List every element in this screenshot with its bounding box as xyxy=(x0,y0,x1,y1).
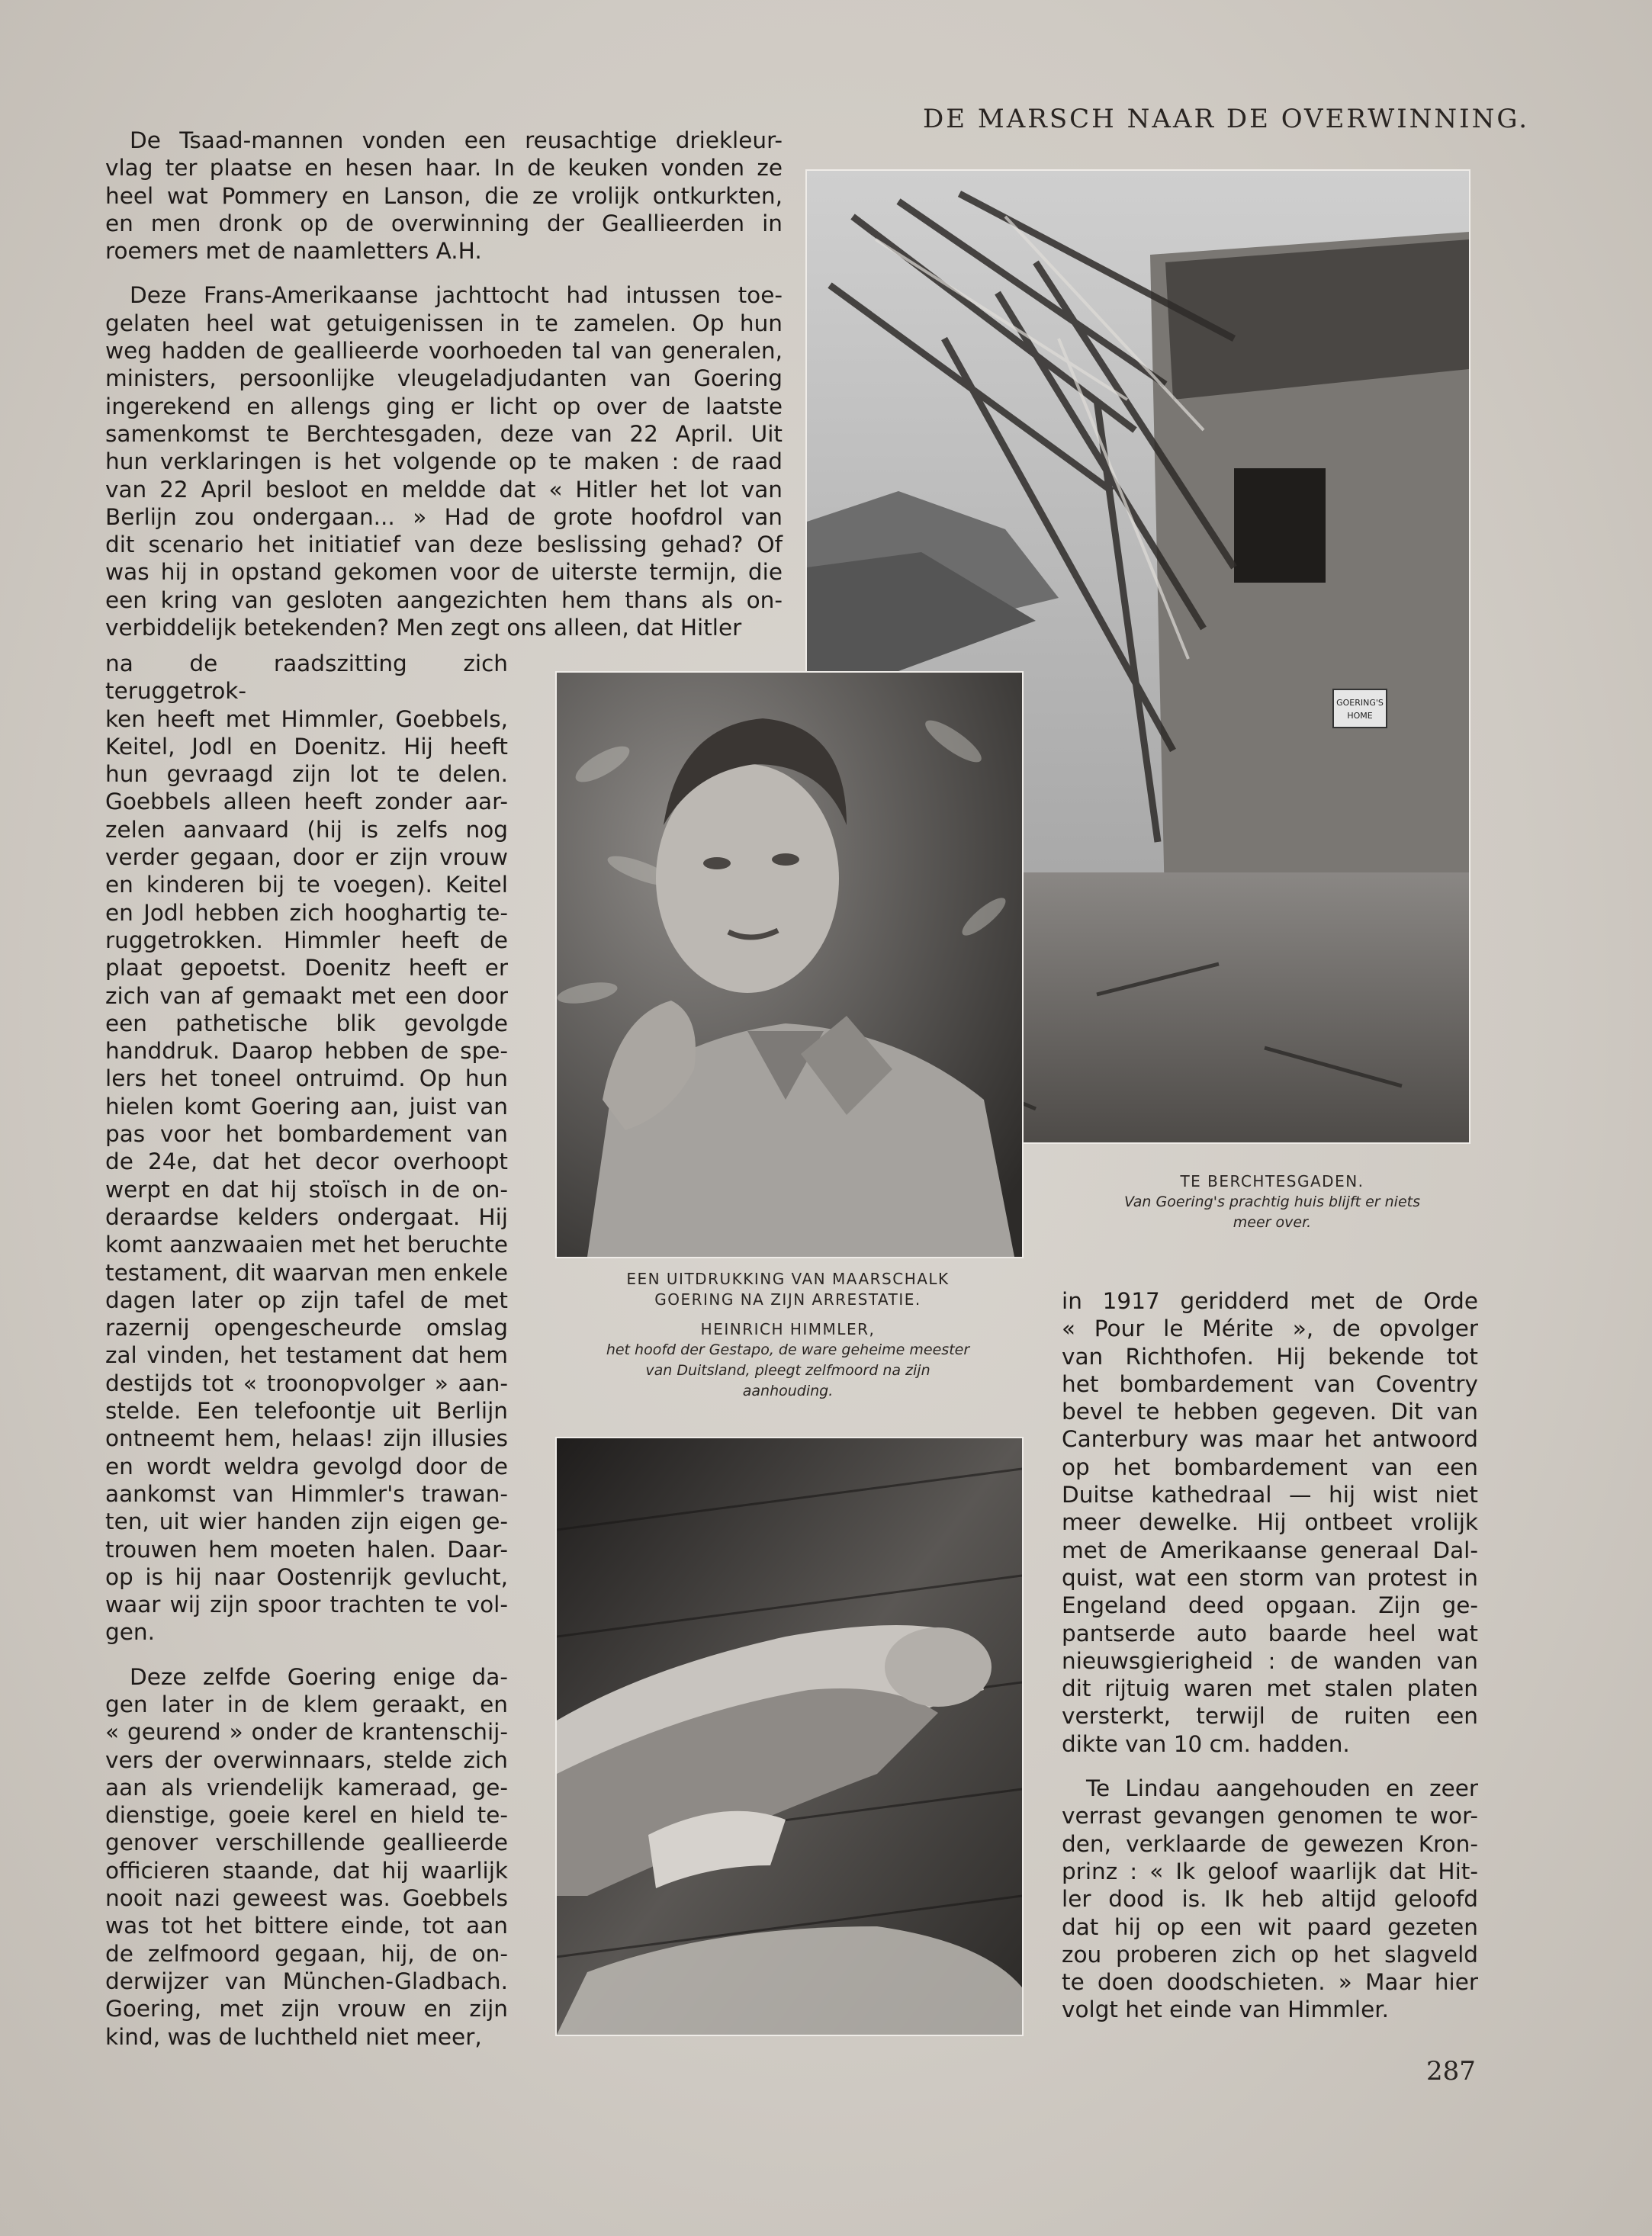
text-right-line: nieuwsgierigheid : de wanden van xyxy=(1062,1647,1478,1674)
text-narrow-line: stelde. Een telefoontje uit Berlijn xyxy=(105,1398,508,1425)
paragraph-tsaad xyxy=(105,127,783,265)
text-narrow-line: verder gegaan, door er zijn vrouw xyxy=(105,844,508,871)
text-para2-line: Berlijn zou ondergaan... » Had de grote hoofdrol van xyxy=(105,503,783,530)
text-narrow-line: ken heeft met Himmler, Goebbels, xyxy=(105,705,508,732)
text-narrow-line: zelen aanvaard (hij is zelfs nog xyxy=(105,816,508,843)
text-column-left-narrow xyxy=(105,650,508,2051)
text-right2-line: te doen doodschieten. » Maar hier xyxy=(1062,1969,1478,1996)
text-para2-line: was hij in opstand gekomen voor de uiterste termijn, die xyxy=(105,559,783,586)
goering-image xyxy=(557,673,1022,1257)
text-right-line: dit rijtuig waren met stalen platen xyxy=(1062,1675,1478,1702)
text-narrow-line: Keitel, Jodl en Doenitz. Hij heeft xyxy=(105,733,508,760)
text-para2-line: samenkomst te Berchtesgaden, deze van 22 April. Uit xyxy=(105,420,783,447)
caption-berchtesgaden xyxy=(1059,1171,1486,1233)
text-narrow2-line: derwijzer van München-Gladbach. xyxy=(105,1968,508,1994)
text-right2-line: volgt het einde van Himmler. xyxy=(1062,1997,1390,2023)
text-para2-line: gelaten heel wat getuigenissen in te zamelen. Op hun xyxy=(105,310,783,336)
text-right-line: met de Amerikaanse generaal Dal- xyxy=(1062,1537,1478,1563)
text-narrow2-line: dienstige, goeie kerel en hield te- xyxy=(105,1802,508,1829)
text-right-line: bevel te hebben gegeven. Dit van xyxy=(1062,1399,1478,1425)
text-right2-line: den, verklaarde de gewezen Kron- xyxy=(1062,1830,1478,1857)
text-narrow-line: komt aanzwaaien met het beruchte xyxy=(105,1232,508,1258)
text-right2-line: verrast gevangen genomen te wor- xyxy=(1062,1803,1478,1830)
text-narrow-line: Goebbels alleen heeft zonder aar- xyxy=(105,789,508,815)
text-right-line: « Pour le Mérite », de opvolger xyxy=(1062,1316,1478,1342)
photo-himmler xyxy=(555,1437,1024,2036)
caption-himmler-title: HEINRICH HIMMLER, xyxy=(700,1320,876,1338)
text-narrow-line: ruggetrokken. Himmler heeft de xyxy=(105,927,508,953)
text-para2-line: Deze Frans-Amerikaanse jachttocht had intussen toe- xyxy=(130,282,783,309)
text-narrow2-line: officieren staande, dat hij waarlijk xyxy=(105,1857,508,1884)
text-narrow-line: gen. xyxy=(105,1619,155,1646)
text-narrow-line: deraardse kelders ondergaat. Hij xyxy=(105,1203,508,1230)
text-right2-line: Te Lindau aangehouden en zeer xyxy=(1086,1775,1478,1802)
caption-goering-title-1: EEN UITDRUKKING VAN MAARSCHALK xyxy=(626,1270,950,1288)
paragraph-goering-1917 xyxy=(1062,1287,1478,1758)
text-narrow-line: dagen later op zijn tafel de met xyxy=(105,1287,508,1313)
text-narrow-line: en Jodl hebben zich hooghartig te- xyxy=(105,899,508,926)
text-narrow-line: werpt en dat hij stoïsch in de on- xyxy=(105,1176,508,1203)
text-narrow2-line: aan als vriendelijk kameraad, ge- xyxy=(105,1774,508,1801)
text-narrow-line: op is hij naar Oostenrijk gevlucht, xyxy=(105,1563,508,1590)
text-para2-line: hun verklaringen is het volgende op te maken : de raad xyxy=(105,448,783,475)
paragraph-goering-klem xyxy=(105,1663,508,2051)
text-right-line: van Richthofen. Hij bekende tot xyxy=(1062,1343,1478,1370)
text-para2-line: dit scenario het initiatief van deze beslissing gehad? Of xyxy=(105,532,783,558)
text-narrow2-line: Goering, met zijn vrouw en zijn xyxy=(105,1996,508,2022)
text-right-line: quist, wat een storm van protest in xyxy=(1062,1564,1478,1591)
text-right-line: Duitse kathedraal — hij wist niet xyxy=(1062,1482,1478,1508)
text-para2-line: weg hadden de geallieerde voorhoeden tal van generalen, xyxy=(105,338,783,365)
text-narrow-line: ten, uit wier handen zijn eigen ge- xyxy=(105,1508,508,1535)
text-narrow-line: en kinderen bij te voegen). Keitel xyxy=(105,872,508,898)
photo-goering-portrait xyxy=(555,671,1024,1258)
paragraph-hitler-raad xyxy=(105,650,508,1646)
caption-goering xyxy=(534,1269,1042,1402)
text-narrow-line: hielen komt Goering aan, juist van xyxy=(105,1093,508,1120)
text-narrow2-line: Deze zelfde Goering enige da- xyxy=(130,1663,508,1690)
text-para2-line: van 22 April besloot en meldde dat « Hitler het lot van xyxy=(105,476,783,503)
text-narrow2-line: de zelfmoord gegaan, hij, de on- xyxy=(105,1940,508,1967)
text-narrow2-line: kind, was de luchtheld niet meer, xyxy=(105,2023,482,2050)
running-header: DE MARSCH NAAR DE OVERWINNING. xyxy=(923,104,1530,134)
text-top-line: heel wat Pommery en Lanson, die ze vrolijk ontkurkten, xyxy=(105,182,783,209)
himmler-image xyxy=(557,1438,1022,2035)
caption-himmler-text-2: van Duitsland, pleegt zelfmoord na zijn xyxy=(645,1362,930,1379)
text-narrow-line: pas voor het bombardement van xyxy=(105,1121,508,1148)
text-right2-line: zou proberen zich op het slagveld xyxy=(1062,1941,1478,1968)
text-right-line: versterkt, terwijl de ruiten een xyxy=(1062,1703,1478,1730)
text-top-line: vlag ter plaatse en hesen haar. In de keuken vonden ze xyxy=(105,155,783,182)
text-narrow-line: na de raadszitting zich teruggetrok- xyxy=(105,651,508,705)
text-narrow-line: handdruk. Daarop hebben de spe- xyxy=(105,1038,508,1065)
text-right2-line: dat hij op een wit paard gezeten xyxy=(1062,1913,1478,1940)
text-narrow-line: trouwen hem moeten halen. Daar- xyxy=(105,1536,508,1563)
sign-text-1: GOERING'S xyxy=(1336,698,1384,708)
text-right-line: Canterbury was maar het antwoord xyxy=(1062,1426,1478,1453)
text-narrow-line: hun gevraagd zijn lot te delen. xyxy=(105,761,508,788)
text-column-top xyxy=(105,127,783,641)
text-narrow-line: plaat gepoetst. Doenitz heeft er xyxy=(105,955,508,981)
text-para2-line: ingerekend en allengs ging er licht op over de laatste xyxy=(105,393,783,419)
text-narrow-line: zich van af gemaakt met een door xyxy=(105,982,508,1009)
text-narrow2-line: was tot het bittere einde, tot aan xyxy=(105,1913,508,1939)
caption-berchtesgaden-text-2: meer over. xyxy=(1233,1214,1312,1231)
text-narrow2-line: « geurend » onder de krantenschij- xyxy=(105,1719,508,1746)
text-right-line: pantserde auto baarde heel wat xyxy=(1062,1620,1478,1646)
text-top-line: roemers met de naamletters A.H. xyxy=(105,238,482,265)
text-right2-line: prinz : « Ik geloof waarlijk dat Hit- xyxy=(1062,1858,1478,1884)
text-para2-line: ministers, persoonlijke vleugeladjudanten van Goering xyxy=(105,365,783,392)
text-para2-line: een kring van gesloten aangezichten hem thans als on- xyxy=(105,586,783,613)
text-narrow-line: destijds tot « troonopvolger » aan- xyxy=(105,1370,508,1396)
text-narrow-line: de 24e, dat het decor overhoopt xyxy=(105,1149,508,1175)
text-right-line: meer dewelke. Hij ontbeet vrolijk xyxy=(1062,1509,1478,1536)
text-narrow2-line: vers der overwinnaars, stelde zich xyxy=(105,1746,508,1773)
caption-himmler-text-3: aanhouding. xyxy=(742,1383,834,1399)
text-right-line: op het bombardement van een xyxy=(1062,1454,1478,1480)
text-right2-line: ler dood is. Ik heb altijd geloofd xyxy=(1062,1886,1478,1913)
text-narrow2-line: gen later in de klem geraakt, en xyxy=(105,1691,508,1717)
text-top-line: De Tsaad-mannen vonden een reusachtige driekleur- xyxy=(130,127,783,153)
paragraph-kronprinz xyxy=(1062,1775,1478,2024)
text-narrow-line: ontneemt hem, helaas! zijn illusies xyxy=(105,1425,508,1452)
text-narrow2-line: genover verschillende geallieerde xyxy=(105,1830,508,1856)
caption-berchtesgaden-title: TE BERCHTESGADEN. xyxy=(1180,1172,1364,1190)
caption-himmler-text-1: het hoofd der Gestapo, de ware geheime meester xyxy=(606,1341,970,1358)
sign-text-2: HOME xyxy=(1347,711,1373,721)
text-narrow-line: lers het toneel ontruimd. Op hun xyxy=(105,1065,508,1092)
text-right-line: het bombardement van Coventry xyxy=(1062,1370,1478,1397)
caption-goering-title-2: GOERING NA ZIJN ARRESTATIE. xyxy=(654,1290,921,1309)
text-top-line: en men dronk op de overwinning der Geallieerden in xyxy=(105,210,783,236)
text-narrow-line: en wordt weldra gevolgd door de xyxy=(105,1453,508,1479)
text-narrow-line: een pathetische blik gevolgde xyxy=(105,1010,508,1036)
text-right-line: dikte van 10 cm. hadden. xyxy=(1062,1730,1350,1757)
text-para2-line: verbiddelijk betekenden? Men zegt ons alleen, dat Hitler xyxy=(105,615,742,641)
text-column-right xyxy=(1062,1287,1478,2024)
paragraph-jachttocht xyxy=(105,281,783,641)
text-right-line: Engeland deed opgaan. Zijn ge- xyxy=(1062,1592,1478,1619)
page-number: 287 xyxy=(1426,2056,1476,2087)
text-narrow-line: razernij opengescheurde omslag xyxy=(105,1315,508,1341)
text-narrow-line: zal vinden, het testament dat hem xyxy=(105,1342,508,1369)
text-narrow2-line: nooit nazi geweest was. Goebbels xyxy=(105,1885,508,1912)
text-narrow-line: aankomst van Himmler's trawan- xyxy=(105,1480,508,1507)
text-narrow-line: waar wij zijn spoor trachten te vol- xyxy=(105,1592,508,1618)
caption-berchtesgaden-text-1: Van Goering's prachtig huis blijft er niets xyxy=(1123,1193,1420,1210)
text-right-line: in 1917 geridderd met de Orde xyxy=(1062,1288,1478,1314)
text-narrow-line: testament, dit waarvan men enkele xyxy=(105,1259,508,1286)
